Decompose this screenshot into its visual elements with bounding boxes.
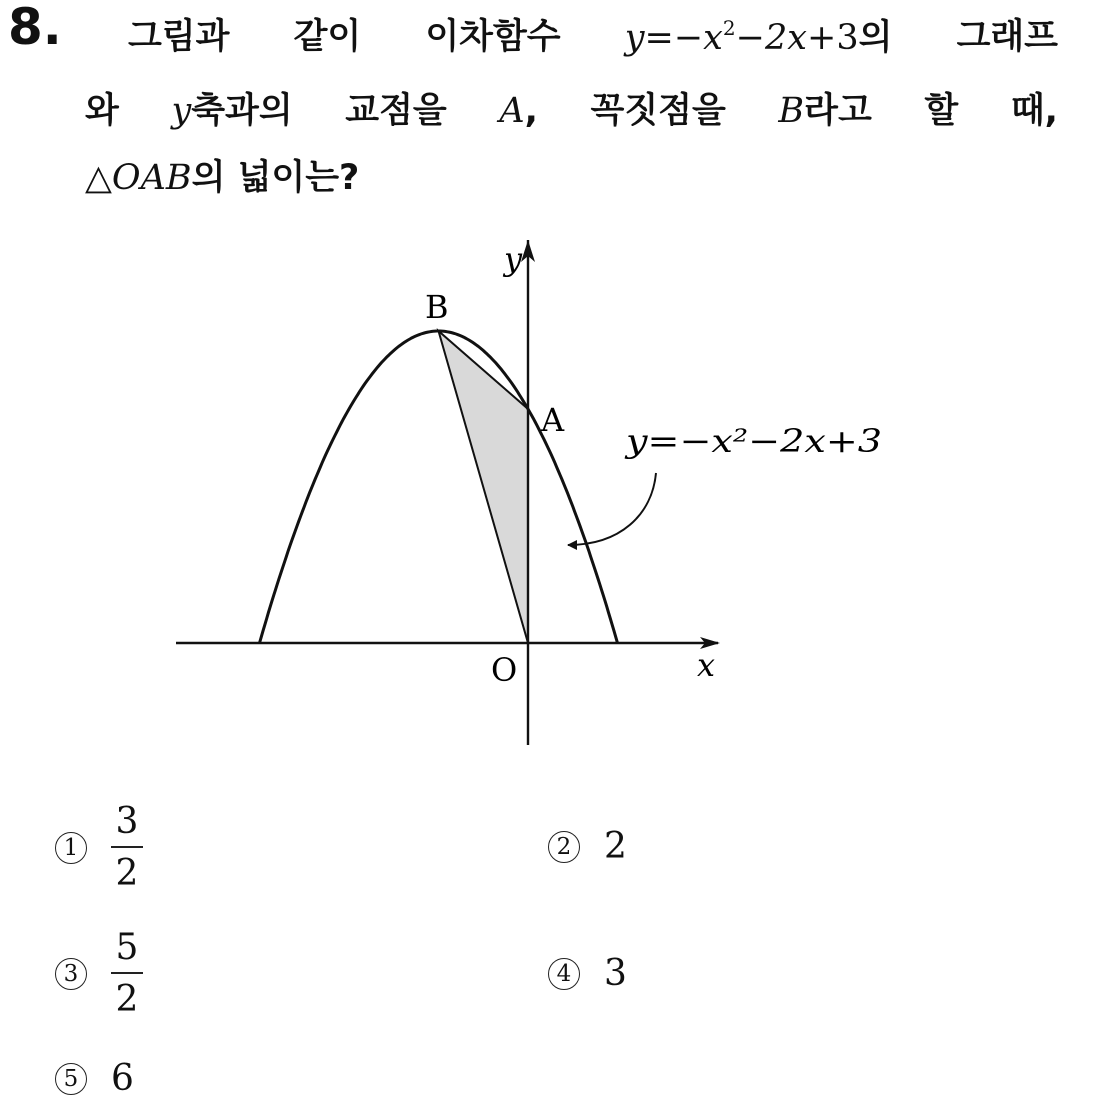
question-number: 8.: [8, 0, 62, 56]
eq-plus: +: [807, 18, 837, 58]
word: 같이: [293, 17, 362, 57]
var-y: y: [171, 91, 192, 131]
numerator: 3: [115, 801, 139, 842]
eq-equals: =: [644, 18, 674, 58]
eq-x: x: [703, 18, 723, 58]
fraction-bar: [111, 972, 143, 974]
comma: ,: [524, 91, 538, 131]
leader-arrow: [568, 473, 656, 545]
word: 의: [858, 18, 893, 58]
eq-y: y: [624, 18, 645, 58]
word: 그래프: [956, 17, 1058, 57]
choice-1[interactable]: [55, 801, 143, 894]
label-O: O: [491, 651, 518, 689]
word: 의 넓이는?: [191, 158, 360, 198]
shaded-triangle-OAB: [439, 331, 529, 643]
eq-minus: −: [673, 18, 704, 58]
choice-value: 6: [111, 1058, 134, 1099]
word: 축과의: [191, 91, 293, 131]
choice-number-5: 5: [55, 1063, 87, 1095]
parabola-curve: [260, 331, 618, 643]
choice-number-3: 3: [55, 958, 87, 990]
denominator: 2: [115, 979, 139, 1020]
eq-minus: −: [735, 18, 765, 58]
label-A: A: [541, 401, 565, 439]
choice-value: 2: [604, 826, 627, 867]
eq-exponent: 2: [722, 16, 736, 40]
fraction: [111, 927, 143, 1020]
choice-number-2: 2: [548, 831, 580, 863]
word: 이차함수: [425, 17, 561, 57]
choice-3[interactable]: [55, 927, 143, 1020]
var-A: A: [499, 91, 525, 131]
fraction: [111, 801, 143, 894]
label-x: x: [697, 646, 716, 684]
fraction-bar: [111, 846, 143, 848]
word: 할: [924, 91, 959, 131]
word: 때,: [1010, 91, 1058, 131]
eq-3: 3: [836, 18, 859, 58]
var-OAB: OAB: [111, 158, 192, 198]
word: 교점을: [345, 91, 447, 131]
label-y: y: [504, 240, 523, 278]
choice-number-1: 1: [55, 832, 87, 864]
denominator: 2: [115, 853, 139, 894]
eq-2x: 2x: [764, 18, 807, 58]
choice-4[interactable]: [548, 953, 627, 994]
word: 라고: [804, 91, 872, 131]
word: 꼭짓점을: [590, 91, 726, 131]
choice-5[interactable]: [55, 1058, 134, 1099]
function-label: y=−x²−2x+3: [623, 422, 882, 460]
var-B: B: [778, 91, 805, 131]
choice-number-4: 4: [548, 958, 580, 990]
numerator: 5: [115, 927, 139, 968]
word: 와: [85, 91, 119, 131]
choice-value: 3: [604, 953, 627, 994]
triangle-symbol: △: [85, 158, 112, 198]
choice-2[interactable]: [548, 826, 627, 867]
word: 그림과: [128, 17, 230, 57]
label-B: B: [425, 288, 449, 326]
